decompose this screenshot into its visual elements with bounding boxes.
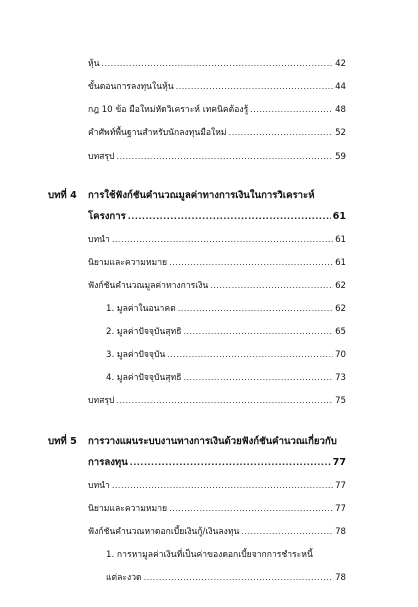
- dot-leader: [250, 104, 333, 116]
- toc-entry[interactable]: [88, 503, 346, 515]
- toc-entry-title: 3. มูลค่าปัจจุบัน: [106, 350, 166, 360]
- dot-leader: [183, 372, 333, 384]
- toc-page-number: 78: [335, 527, 346, 537]
- toc-page-number: 61: [335, 235, 346, 245]
- chapter-5-title-line1: การวางแผนระบบงานทางการเงินด้วยฟังก์ชันคำนวณเกี่ยวกับ: [88, 436, 337, 447]
- chapter-5-title[interactable]: [88, 457, 346, 469]
- toc-entry-title: 1. การหามูลค่าเงินที่เป็นค่าของดอกเบี้ยจากการชำระหนี้: [106, 550, 313, 560]
- dot-leader: [210, 280, 333, 292]
- toc-entry-title: นิยามและความหมาย: [88, 258, 168, 268]
- toc-entry[interactable]: [88, 526, 346, 538]
- dot-leader: [116, 151, 333, 163]
- toc-entry[interactable]: [88, 81, 346, 93]
- toc-entry-title: ฟังก์ชันคำนวณหาดอกเบี้ยเงินกู้/เงินลงทุน: [88, 527, 240, 537]
- toc-sub-entry[interactable]: [106, 326, 346, 338]
- toc-entry[interactable]: [88, 234, 346, 246]
- toc-sub-entry[interactable]: [106, 349, 346, 361]
- dot-leader: [128, 211, 331, 223]
- toc-sub-entry[interactable]: [106, 572, 346, 584]
- toc-page-number: 75: [335, 396, 346, 406]
- toc-entry[interactable]: [88, 480, 346, 492]
- toc-entry[interactable]: [88, 257, 346, 269]
- toc-page-number: 62: [335, 281, 346, 291]
- toc-sub-entry[interactable]: [106, 372, 346, 384]
- toc-entry-title: หุ้น: [88, 59, 100, 69]
- toc-page-number: 77: [335, 481, 346, 491]
- toc-page-number: 78: [335, 573, 346, 583]
- toc-sub-entry-line1: [106, 549, 346, 561]
- toc-entry-title: บทนำ: [88, 481, 110, 491]
- toc-page-number: 52: [335, 128, 346, 138]
- toc-page-number: 44: [335, 82, 346, 92]
- chapter-5-label: บทที่ 5: [48, 436, 77, 447]
- toc-entry-title: บทสรุป: [88, 152, 115, 162]
- toc-entry-title: บทสรุป: [88, 396, 115, 406]
- toc-entry[interactable]: [88, 104, 346, 116]
- chapter-4-title[interactable]: [88, 211, 346, 223]
- toc-entry-title: บทนำ: [88, 235, 110, 245]
- toc-entry-title: 4. มูลค่าปัจจุบันสุทธิ: [106, 373, 182, 383]
- toc-page-number: 70: [335, 350, 346, 360]
- dot-leader: [183, 326, 333, 338]
- toc-entry-title-cont: แต่ละงวด: [106, 573, 142, 583]
- toc-page-number: 73: [335, 373, 346, 383]
- dot-leader: [112, 480, 333, 492]
- toc-entry[interactable]: [88, 280, 346, 292]
- toc-page-number: 62: [335, 304, 346, 314]
- dot-leader: [144, 572, 333, 584]
- toc-page-number: 61: [332, 211, 346, 222]
- toc-page-number: 48: [335, 105, 346, 115]
- dot-leader: [112, 234, 333, 246]
- dot-leader: [178, 303, 333, 315]
- dot-leader: [169, 257, 333, 269]
- toc-page-number: 42: [335, 59, 346, 69]
- toc-entry-title: ฟังก์ชันคำนวณมูลค่าทางการเงิน: [88, 281, 209, 291]
- toc-page-number: 77: [332, 457, 346, 468]
- toc-page-number: 61: [335, 258, 346, 268]
- toc-entry[interactable]: [88, 58, 346, 70]
- toc-entry-title: 1. มูลค่าในอนาคต: [106, 304, 176, 314]
- toc-entry-title: นิยามและความหมาย: [88, 504, 168, 514]
- dot-leader: [130, 457, 331, 469]
- dot-leader: [169, 503, 333, 515]
- dot-leader: [167, 349, 333, 361]
- chapter-5-title-line2: การลงทุน: [88, 457, 128, 468]
- dot-leader: [102, 58, 334, 70]
- toc-entry-title: กฎ 10 ข้อ มือใหม่หัดวิเคราะห์ เทคนิคต้องรู้: [88, 105, 249, 115]
- dot-leader: [116, 395, 333, 407]
- toc-page-number: 77: [335, 504, 346, 514]
- chapter-4-label: บทที่ 4: [48, 190, 77, 201]
- dot-leader: [176, 81, 333, 93]
- toc-page-number: 59: [335, 152, 346, 162]
- chapter-4-title-line1: การใช้ฟังก์ชันคำนวณมูลค่าทางการเงินในการวิเคราะห์: [88, 190, 315, 201]
- toc-entry[interactable]: [88, 151, 346, 163]
- dot-leader: [229, 127, 333, 139]
- dot-leader: [241, 526, 333, 538]
- toc-entry[interactable]: [88, 395, 346, 407]
- toc-page-number: 65: [335, 327, 346, 337]
- toc-sub-entry[interactable]: [106, 303, 346, 315]
- chapter-4-title-line2: โครงการ: [88, 211, 126, 222]
- toc-entry[interactable]: [88, 127, 346, 139]
- toc-entry-title: ขั้นตอนการลงทุนในหุ้น: [88, 82, 174, 92]
- toc-entry-title: คำศัพท์พื้นฐานสำหรับนักลงทุนมือใหม่: [88, 128, 227, 138]
- toc-entry-title: 2. มูลค่าปัจจุบันสุทธิ: [106, 327, 182, 337]
